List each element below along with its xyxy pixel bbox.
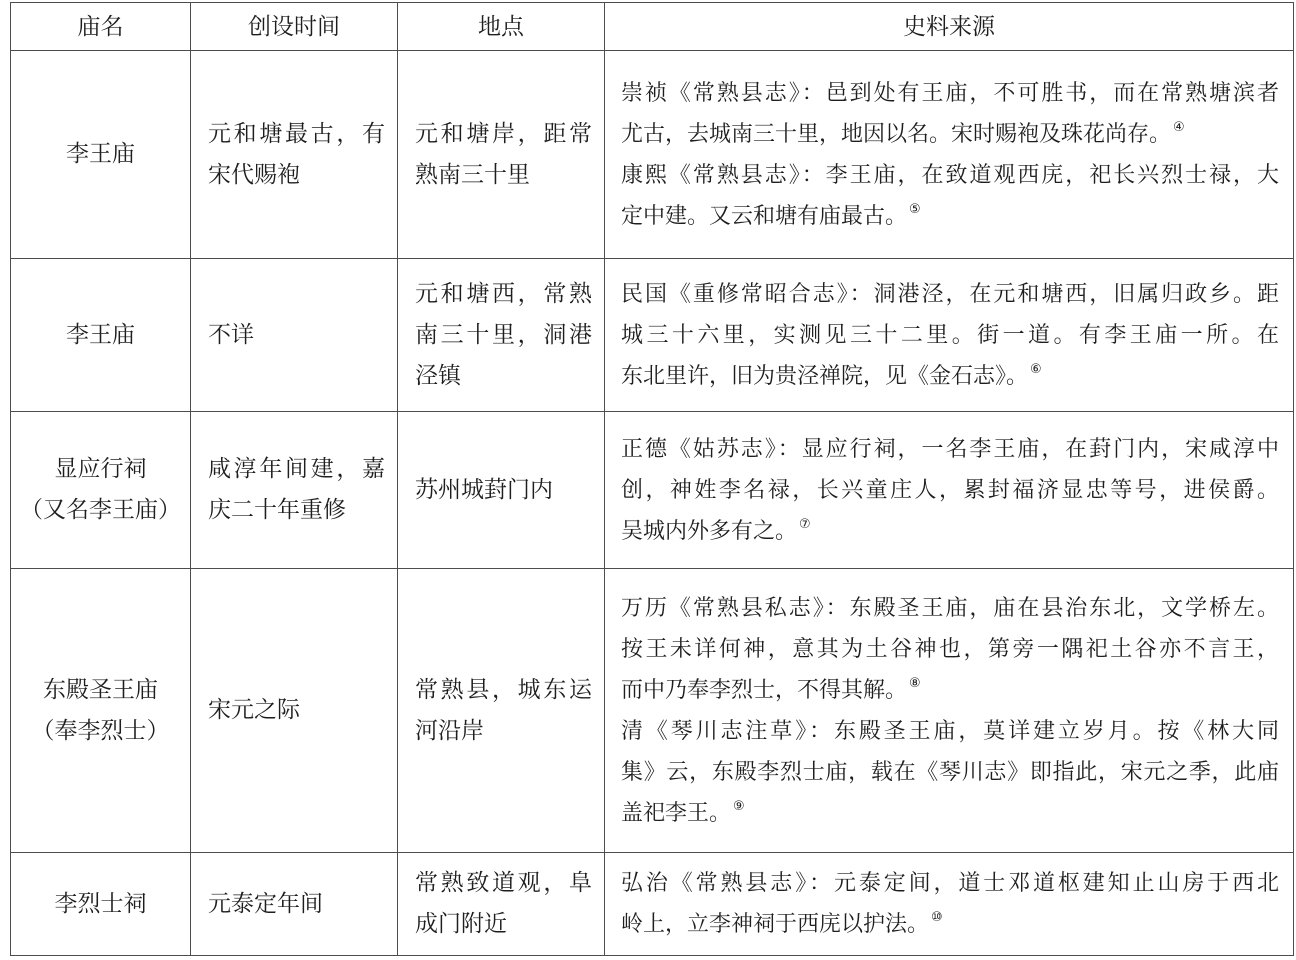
text-line: 咸淳年间建，嘉 xyxy=(208,456,385,482)
text-line: 元和塘西，常熟 xyxy=(415,280,592,307)
text-line: 定中建。又云和塘有庙最古。 xyxy=(621,203,908,229)
text-line: 庆二十年重修 xyxy=(208,497,346,523)
text-line: 万历《常熟县私志》：东殿圣王庙，庙在县治东北，文学桥左。 xyxy=(621,595,1279,621)
cell-founding-time xyxy=(191,259,398,412)
cell-location xyxy=(398,51,605,259)
table-row xyxy=(11,569,1294,853)
text-line-last xyxy=(621,356,1279,397)
cell-founding-time xyxy=(191,412,398,569)
text-line-last xyxy=(621,511,1279,552)
text-line: 东殿圣王庙 xyxy=(43,676,158,703)
text-line: 按王未详何神，意其为土谷神也，第旁一隅祀土谷亦不言王， xyxy=(621,636,1279,662)
footnote-marker: ④ xyxy=(1173,119,1185,135)
text-line: 元和塘最古，有 xyxy=(208,120,385,147)
text-line-last xyxy=(621,670,1279,711)
footnote-marker: ⑦ xyxy=(799,516,811,532)
text-line: 康熙《常熟县志》：李王庙，在致道观西庑，祀长兴烈士禄，大 xyxy=(621,162,1279,188)
header-historical-source: 史料来源 xyxy=(605,3,1294,51)
text-line-last xyxy=(621,904,1279,945)
cell-location xyxy=(398,412,605,569)
footnote-marker: ⑧ xyxy=(909,675,921,691)
cell-historical-source xyxy=(605,569,1294,853)
source-entry xyxy=(621,155,1279,237)
text-line: 弘治《常熟县志》：元泰定间，道士邓道枢建知止山房于西北 xyxy=(621,871,1279,896)
cell-location xyxy=(398,259,605,412)
text-line: 民国《重修常昭合志》：洞港泾，在元和塘西，旧属归政乡。距 xyxy=(621,281,1279,307)
header-row xyxy=(11,3,1294,51)
cell-temple-name xyxy=(11,259,191,412)
text-line: 苏州城葑门内 xyxy=(415,476,553,503)
text-line: （奉李烈士） xyxy=(31,717,170,744)
footnote-marker: ⑨ xyxy=(733,798,745,814)
text-line: 元泰定年间 xyxy=(208,890,323,917)
text-line: 南三十里，洞港 xyxy=(415,321,592,348)
cell-temple-name xyxy=(11,569,191,853)
text-line: 宋代赐袍 xyxy=(208,161,300,188)
source-entry xyxy=(621,274,1279,397)
header-location: 地点 xyxy=(398,3,605,51)
text-line: 宋元之际 xyxy=(208,697,300,723)
cell-founding-time xyxy=(191,51,398,259)
cell-founding-time xyxy=(191,853,398,956)
text-line: 城三十六里，实测见三十二里。街一道。有李王庙一所。在 xyxy=(621,322,1279,348)
text-line: 尤古，去城南三十里，地因以名。宋时赐袍及珠花尚存。 xyxy=(621,121,1172,147)
cell-historical-source xyxy=(605,412,1294,569)
cell-temple-name xyxy=(11,412,191,569)
footnote-marker: ⑤ xyxy=(909,201,921,217)
table-row xyxy=(11,51,1294,259)
cell-historical-source xyxy=(605,853,1294,956)
text-line: 岭上，立李神祠于西庑以护法。 xyxy=(621,912,930,937)
source-entry xyxy=(621,711,1279,834)
text-line: 盖祀李王。 xyxy=(621,800,732,826)
source-entry xyxy=(621,429,1279,552)
text-line: 元和塘岸，距常 xyxy=(415,120,592,147)
cell-founding-time xyxy=(191,569,398,853)
text-line-last xyxy=(621,196,1279,237)
temple-records-table xyxy=(10,2,1294,956)
text-line: 清《琴川志注草》：东殿圣王庙，莫详建立岁月。按《林大同 xyxy=(621,718,1279,744)
header-founding-time: 创设时间 xyxy=(191,3,398,51)
text-line: 不详 xyxy=(208,321,254,348)
cell-temple-name xyxy=(11,853,191,956)
source-entry xyxy=(621,73,1279,155)
source-entry xyxy=(621,863,1279,945)
footnote-marker: ⑥ xyxy=(1030,361,1042,377)
text-line: 而中乃奉李烈士，不得其解。 xyxy=(621,677,908,703)
text-line-last xyxy=(621,114,1279,155)
text-line: 李王庙 xyxy=(66,141,135,167)
text-line: 崇祯《常熟县志》：邑到处有王庙，不可胜书，而在常熟塘滨者 xyxy=(621,80,1279,106)
text-line: 常熟县，城东运 xyxy=(415,676,592,703)
text-line: （又名李王庙） xyxy=(20,497,181,523)
table-row xyxy=(11,853,1294,956)
text-line: 创，神姓李名禄，长兴童庄人，累封福济显忠等号，进侯爵。 xyxy=(621,477,1279,503)
text-line: 李烈士祠 xyxy=(54,890,147,917)
text-line: 常熟致道观，阜 xyxy=(415,870,592,896)
footnote-marker: ⑩ xyxy=(931,910,943,925)
text-line: 熟南三十里 xyxy=(415,161,530,188)
table-row xyxy=(11,259,1294,412)
text-line: 李王庙 xyxy=(66,321,135,348)
text-line: 集》云，东殿李烈士庙，载在《琴川志》即指此，宋元之季，此庙 xyxy=(621,759,1279,785)
text-line-last xyxy=(621,793,1279,834)
source-entry xyxy=(621,588,1279,711)
cell-location xyxy=(398,853,605,956)
text-line: 泾镇 xyxy=(415,362,461,389)
cell-temple-name xyxy=(11,51,191,259)
text-line: 成门附近 xyxy=(415,911,507,937)
text-line: 正德《姑苏志》：显应行祠，一名李王庙，在葑门内，宋咸淳中 xyxy=(621,436,1279,462)
cell-location xyxy=(398,569,605,853)
table-row xyxy=(11,412,1294,569)
cell-historical-source xyxy=(605,259,1294,412)
text-line: 显应行祠 xyxy=(54,456,147,482)
cell-historical-source xyxy=(605,51,1294,259)
header-temple-name: 庙名 xyxy=(11,3,191,51)
text-line: 河沿岸 xyxy=(415,717,484,744)
text-line: 吴城内外多有之。 xyxy=(621,518,798,544)
text-line: 东北里许，旧为贵泾禅院，见《金石志》。 xyxy=(621,363,1029,389)
